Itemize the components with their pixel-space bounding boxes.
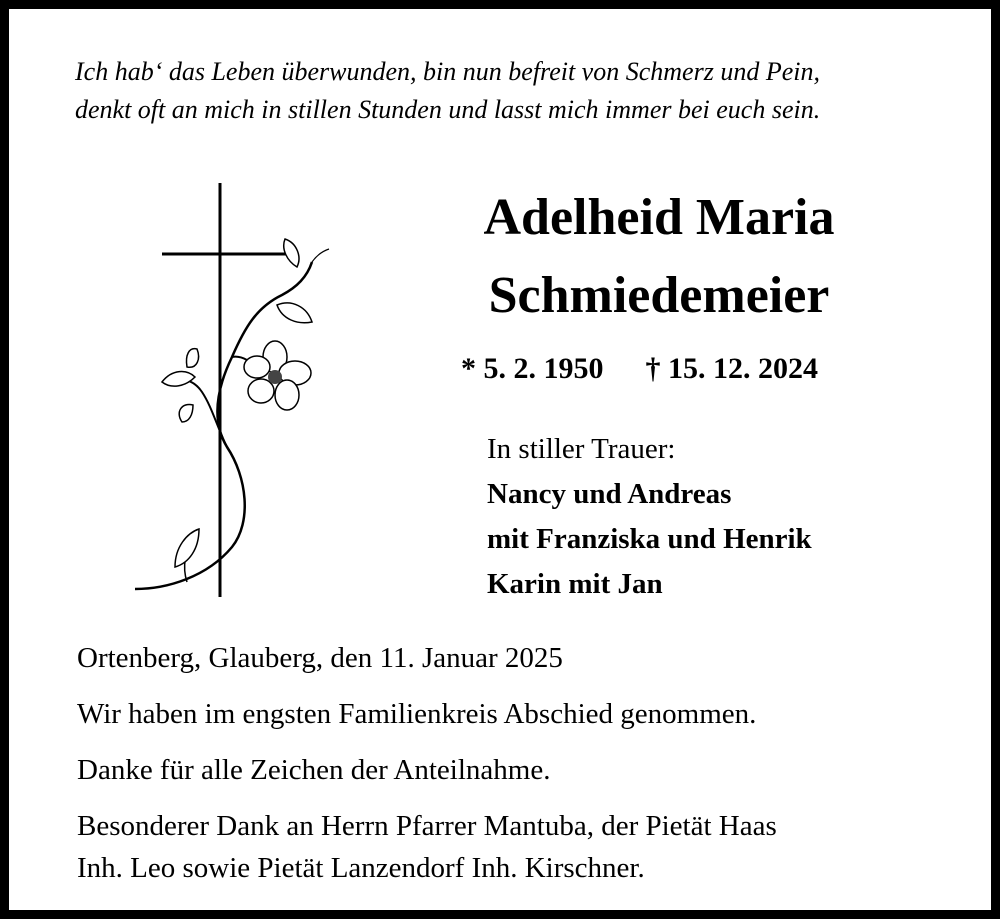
- memorial-quote: [75, 53, 955, 129]
- deceased-first-names: Adelheid Maria: [483, 189, 835, 246]
- mourners-block: [487, 427, 812, 607]
- mourner-name: Karin mit Jan: [487, 568, 663, 600]
- quote-line-1: Ich hab‘ das Leben überwunden, bin nun befreit von Schmerz und Pein,: [75, 57, 820, 86]
- quote-line-2: denkt oft an mich in stillen Stunden und lasst mich immer bei euch sein.: [75, 95, 821, 124]
- mourner-name: mit Franziska und Henrik: [487, 523, 812, 555]
- special-thanks-line-1: Besonderer Dank an Herrn Pfarrer Mantuba, der Pietät Haas: [77, 810, 777, 842]
- special-thanks-line-2: Inh. Leo sowie Pietät Lanzendorf Inh. Kirschner.: [77, 852, 645, 884]
- thanks-note: Danke für alle Zeichen der Anteilnahme.: [77, 754, 551, 786]
- life-dates: [461, 349, 818, 389]
- mourner-name: Nancy und Andreas: [487, 478, 732, 510]
- death-date: † 15. 12. 2024: [645, 352, 818, 385]
- closing-text: [77, 637, 977, 889]
- birth-date: * 5. 2. 1950: [461, 352, 604, 385]
- deceased-surname: Schmiedemeier: [488, 267, 830, 324]
- mourners-lead: In stiller Trauer:: [487, 433, 676, 465]
- farewell-note: Wir haben im engsten Familienkreis Abschied genommen.: [77, 698, 757, 730]
- cross-with-flower-icon: [127, 177, 337, 602]
- deceased-name: [399, 179, 919, 335]
- place-date: Ortenberg, Glauberg, den 11. Januar 2025: [77, 642, 563, 674]
